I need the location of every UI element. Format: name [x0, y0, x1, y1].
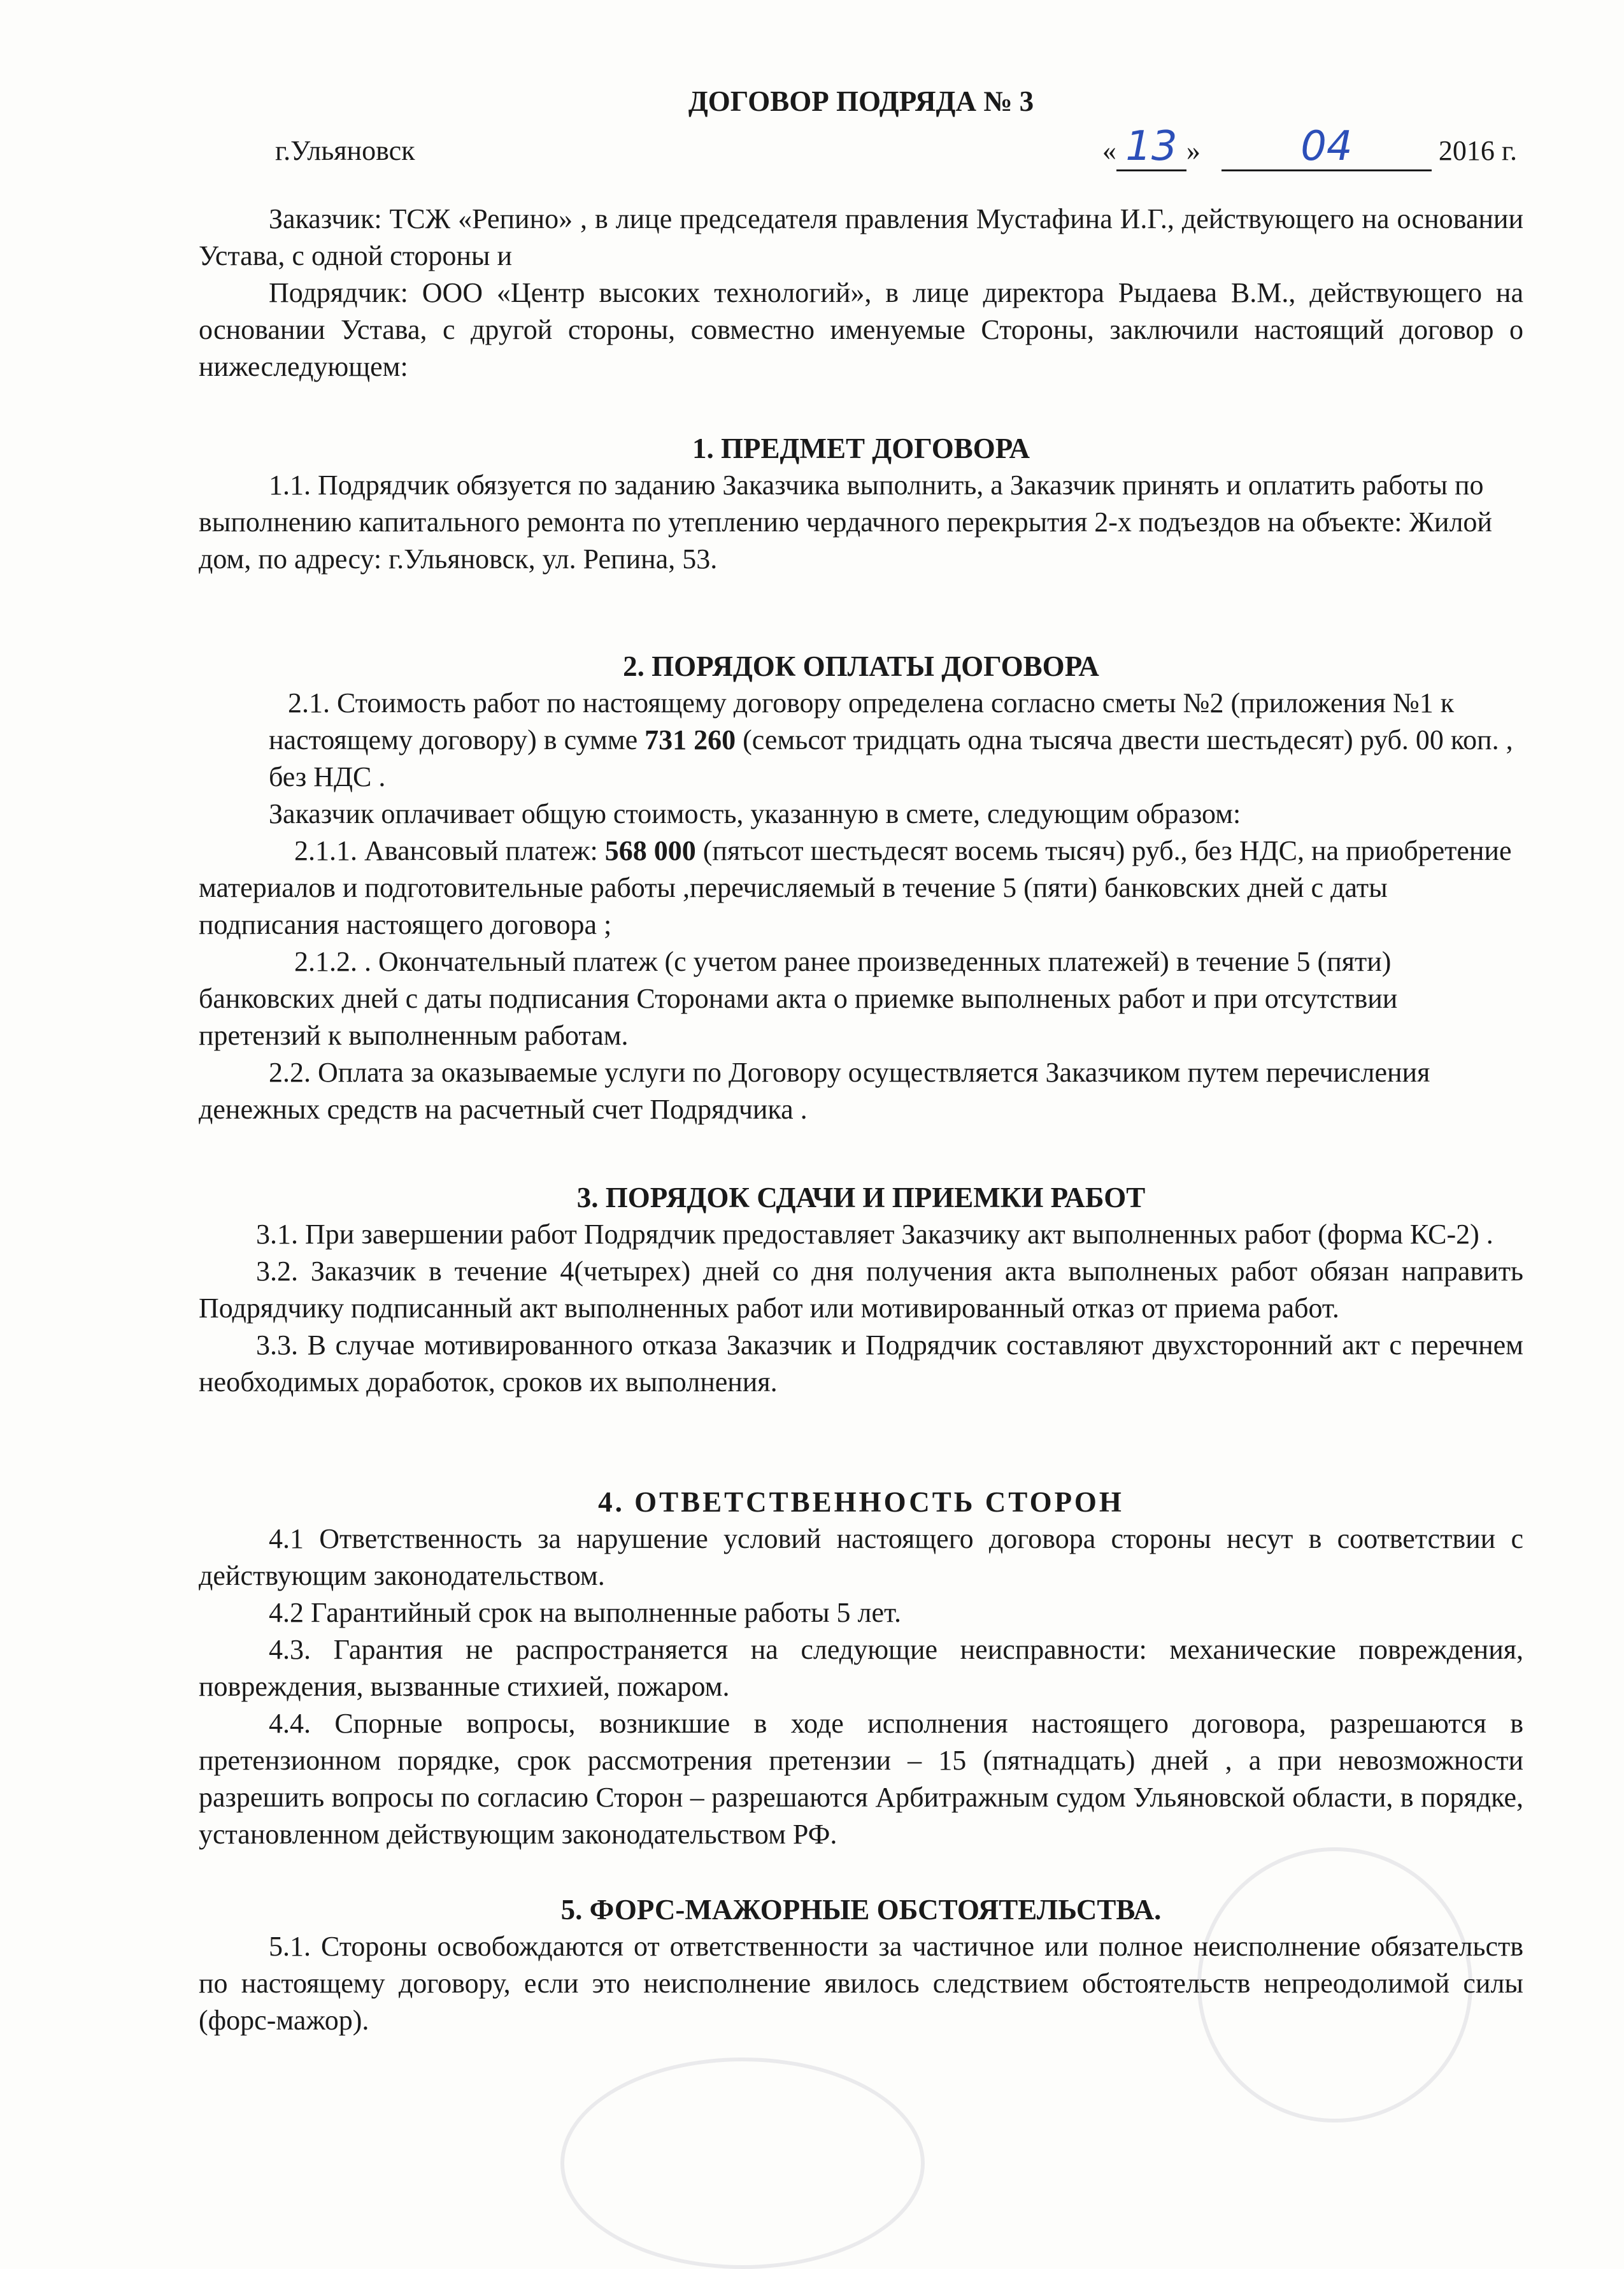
- intro-customer: Заказчик: ТСЖ «Репино» , в лице председателя правления Мустафина И.Г., действующего на основании Устава, с одной стороны и: [199, 203, 1523, 271]
- date-year: 2016 г.: [1438, 135, 1517, 166]
- clause-4-4: 4.4. Спорные вопросы, возникшие в ходе исполнения настоящего договора, разрешаются в претензионном порядке, срок рассмотрения претензии – 15 (пятнадцать) дней , а при невозможности разрешить вопросы по согласию Сторон – разрешаются Арбитражным судом Ульяновской области, в порядке, установленном действующим законодательством РФ.: [199, 1708, 1523, 1850]
- clause-2-1: 2.1. Стоимость работ по настоящему договору определена согласно сметы №2 (приложения №1 к настоящему договору) в сумме 731 260 (семьсот тридцать одна тысяча двести шестьдесят) руб. 00 коп. , без НДС .: [269, 687, 1513, 792]
- clause-2-1-1: 2.1.1. Авансовый платеж: 568 000 (пятьсот шестьдесят восемь тысяч) руб., без НДС, на приобретение материалов и подготовительные работы ,перечисляемый в течение 5 (пяти) банковских дней с даты подписания настоящего договора ;: [199, 835, 1512, 940]
- section-1-heading: 1. ПРЕДМЕТ ДОГОВОРА: [692, 433, 1030, 464]
- section-3-heading: 3. ПОРЯДОК СДАЧИ И ПРИЕМКИ РАБОТ: [576, 1182, 1146, 1213]
- handwritten-month: 04: [1300, 123, 1353, 170]
- contract-date: « 13 » 04 2016 г.: [1102, 123, 1517, 170]
- section-5-heading: 5. ФОРС-МАЖОРНЫЕ ОБСТОЯТЕЛЬСТВА.: [560, 1894, 1162, 1926]
- date-day-field: [1116, 123, 1186, 171]
- clause-4-2: 4.2 Гарантийный срок на выполненные работы 5 лет.: [269, 1597, 901, 1628]
- clause-1-1: 1.1. Подрядчик обязуется по заданию Заказчика выполнить, а Заказчик принять и оплатить работы по выполнению капитального ремонта по утеплению чердачного перекрытия 2-х подъездов на объекте: Жилой дом, по адресу: г.Ульяновск, ул. Репина, 53.: [199, 469, 1492, 575]
- clause-2-2: 2.2. Оплата за оказываемые услуги по Договору осуществляется Заказчиком путем перечисления денежных средств на расчетный счет Подрядчика .: [199, 1057, 1430, 1125]
- intro-contractor: Подрядчик: ООО «Центр высоких технологий», в лице директора Рыдаева В.М., действующего на основании Устава, с другой стороны, совместно именуемые Стороны, заключили настоящий договор о нижеследующем:: [199, 277, 1523, 382]
- advance-amount: 568 000: [604, 835, 696, 866]
- section-4-heading: 4. ОТВЕТСТВЕННОСТЬ СТОРОН: [598, 1486, 1124, 1518]
- document-body: [199, 83, 1523, 2039]
- section-2-heading: 2. ПОРЯДОК ОПЛАТЫ ДОГОВОРА: [623, 650, 1099, 682]
- stamp-bleed-through-2: [560, 2058, 925, 2269]
- clause-2-1-2: 2.1.2. . Окончательный платеж (с учетом ранее произведенных платежей) в течение 5 (пяти) банковских дней с даты подписания Сторонами акта о приемке выполненых работ и при отсутствии претензий к выполненным работам.: [199, 946, 1398, 1051]
- clause-3-3: 3.3. В случае мотивированного отказа Заказчик и Подрядчик составляют двухсторонний акт с перечнем необходимых доработок, сроков их выполнения.: [199, 1329, 1523, 1398]
- handwritten-day: 13: [1125, 123, 1178, 170]
- document-title: ДОГОВОР ПОДРЯДА № 3: [688, 85, 1034, 117]
- section-2-body: [199, 685, 1523, 833]
- clause-4-3: 4.3. Гарантия не распространяется на следующие неисправности: механические повреждения, повреждения, вызванные стихией, пожаром.: [199, 1634, 1523, 1702]
- place-date-row: [199, 123, 1523, 171]
- clause-4-1: 4.1 Ответственность за нарушение условий настоящего договора стороны несут в соответствии с действующим законодательством.: [199, 1523, 1523, 1591]
- clause-3-1: 3.1. При завершении работ Подрядчик предоставляет Заказчику акт выполненных работ (форма КС-2) .: [256, 1219, 1493, 1250]
- contract-total-amount: 731 260: [645, 724, 736, 755]
- clause-5-1: 5.1. Стороны освобождаются от ответственности за частичное или полное неисполнение обязательств по настоящему договору, если это неисполнение явилось следствием обстоятельств непреодолимой силы (форс-мажор).: [199, 1931, 1523, 2036]
- city: г.Ульяновск: [275, 135, 415, 166]
- payment-terms-intro: Заказчик оплачивает общую стоимость, указанную в смете, следующим образом:: [269, 798, 1241, 829]
- clause-3-2: 3.2. Заказчик в течение 4(четырех) дней со дня получения акта выполненых работ обязан направить Подрядчику подписанный акт выполненных работ или мотивированный отказ от приема работ.: [199, 1256, 1523, 1324]
